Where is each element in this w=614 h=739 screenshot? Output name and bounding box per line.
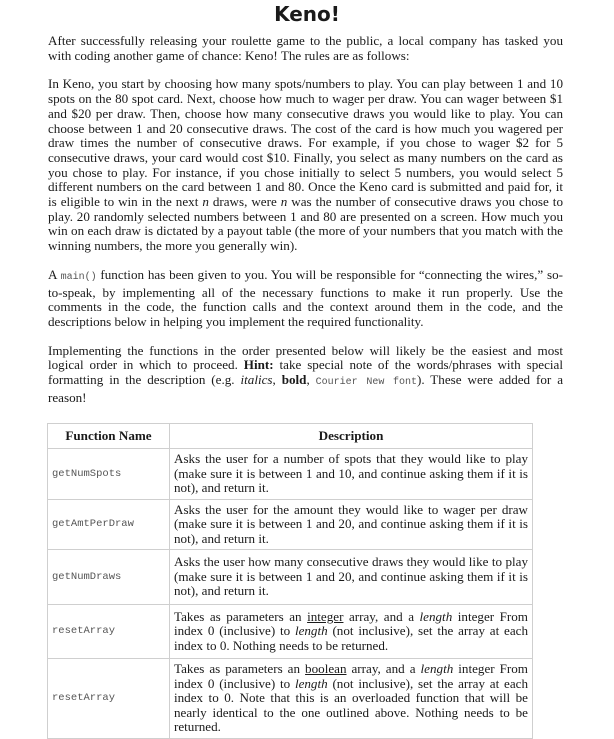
page-title: Keno! [274,2,340,26]
function-description: Asks the user how many consecutive draws they would like to play (make sure it is between 1 and 20, and continue asking them if it is not), and return it. [170,550,533,605]
rules-paragraph [48,77,563,253]
rules-n: n [202,194,209,210]
desc-italic: length [294,675,328,691]
desc-italic: length [420,661,454,677]
hint-italics: italics [240,372,273,388]
function-table [47,423,533,739]
hint-label: Hint: [243,357,274,373]
desc-italic: length [294,623,328,639]
intro-paragraph: After successfully releasing your roulette game to the public, a local company has tasked you with coding another game of chance: Keno! The rules are as follows: [48,33,563,63]
rules-text: was the number of consecutive draws you chose to play. 20 randomly selected numbers between 1 and 80 are presented on a screen. How much you win on each draw is dictated by a payout table (the more of your numbers that you match with the winning numbers, the more you generally win). [48,194,563,254]
desc-italic: length [419,608,453,624]
desc-text: Takes as parameters an [174,608,308,624]
hint-bold: bold [281,372,307,388]
hint-text: ). These were added for a reason! [48,372,564,405]
rules-n: n [280,194,288,210]
hint-paragraph [48,344,563,406]
desc-text: array, and a [346,661,421,677]
header-description: Description [170,424,533,449]
desc-text: (not inclusive), set the array at each index to 0. Nothing needs to be returned. [174,623,528,653]
hint-mono: Courier New font [315,377,417,389]
desc-text: integer From index 0 (inclusive) to [174,661,528,691]
hint-text: , [306,372,316,388]
desc-underlined: boolean [305,661,347,677]
main-paragraph [48,268,563,330]
hint-text: , [272,372,282,388]
function-description [170,659,533,739]
desc-text: Takes as parameters an [174,661,306,677]
table-header-row [48,424,533,449]
table-row [48,659,533,739]
desc-text: integer From index 0 (inclusive) to [174,608,528,639]
table-row [48,604,533,659]
main-code: main() [60,271,97,283]
header-function-name: Function Name [48,424,170,449]
table-row [48,449,533,500]
function-description: Asks the user for the amount they would like to wager per draw (make sure it is between 1 and 20, and continue asking them if it is not), and return it. [170,499,533,550]
table-row [48,499,533,550]
rules-text: draws, were [208,194,281,210]
function-description [170,604,533,659]
function-name: resetArray [48,659,170,739]
function-name: getNumDraws [48,550,170,605]
function-name: resetArray [48,604,170,659]
desc-text: (not inclusive), set the array at each index to 0. Note that this is an overloaded function that will be nearly identical to the one outlined above. Nothing needs to be returned. [174,675,528,735]
rules-text: In Keno, you start by choosing how many spots/numbers to play. You can play between 1 and 10 spots on the 80 spot card. Next, choose how much to wager per draw. You can wager between $1 and $20 per draw. Then, choose how many consecutive draws you would like to play. You can choose between 1 and 20 consecutive draws. The cost of the card is how much you wagered per draw times the number of consecutive draws. For example, if you chose to wager $2 for 5 consecutive draws, your card would cost $10. Finally, you select as many numbers on the card as you chose to play. For instance, if you chose initially to select 5 numbers, you would select 5 different numbers on the card between 1 and 80. Once the Keno card is submitted and paid for, it is eligible to win in the next [48,76,563,210]
function-name: getAmtPerDraw [48,499,170,550]
table-row [48,550,533,605]
main-text: A [48,266,61,282]
hint-text: Implementing the functions in the order presented below will likely be the easiest and most logical order in which to proceed. [48,342,563,373]
main-text: function has been given to you. You will be responsible for “connecting the wires,” so-to-speak, by implementing all of the necessary functions to make it run properly. Use the comments in the code, the function calls and the context around them in the code, and the descriptions below in helping you implement the required functionality. [48,266,563,329]
desc-underlined: integer [307,608,344,624]
function-name: getNumSpots [48,449,170,500]
desc-text: array, and a [343,608,420,624]
function-description: Asks the user for a number of spots that they would like to play (make sure it is between 1 and 10, and continue asking them if it is not), and return it. [170,449,533,500]
hint-text: take special note of the words/phrases with special formatting in the description (e.g. [48,357,563,388]
